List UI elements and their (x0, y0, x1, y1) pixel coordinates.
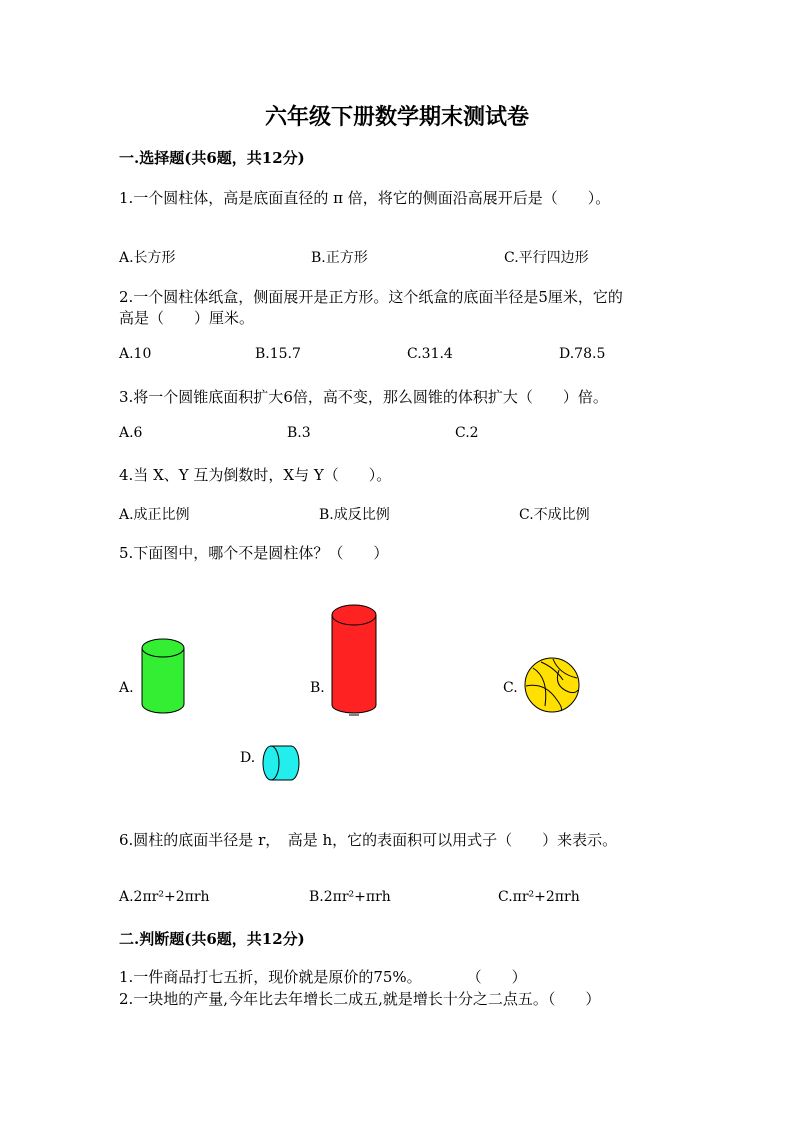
question-1: 1.一个圆柱体，高是底面直径的 π 倍，将它的侧面沿高展开后是（ ）。 (119, 189, 611, 207)
cyan-cylinder-figure (261, 744, 301, 782)
q2-option-a: A.10 (119, 346, 152, 362)
question-3: 3.将一个圆锥底面积扩大6倍，高不变，那么圆锥的体积扩大（ ）倍。 (119, 388, 608, 406)
q3-option-b: B.3 (287, 425, 311, 441)
q5-label-a: A. (119, 680, 134, 696)
green-cylinder-figure (140, 636, 186, 714)
q5-label-b: B. (310, 680, 325, 696)
q4-option-c: C.不成比例 (519, 507, 590, 523)
page-title: 六年级下册数学期末测试卷 (264, 104, 529, 130)
q1-option-a: A.长方形 (119, 250, 176, 266)
q4-option-a: A.成正比例 (119, 507, 190, 523)
q2-option-d: D.78.5 (559, 346, 606, 362)
q6-option-a: A.2πr²+2πrh (119, 889, 210, 905)
question-2-line2: 高是（ ）厘米。 (119, 309, 255, 327)
q3-option-c: C.2 (455, 425, 479, 441)
q2-option-c: C.31.4 (407, 346, 453, 362)
q6-option-c: C.πr²+2πrh (498, 889, 580, 905)
q5-label-c: C. (503, 680, 518, 696)
q6-option-b: B.2πr²+πrh (309, 889, 391, 905)
question-6: 6.圆柱的底面半径是 r， 高是 h，它的表面积可以用式子（ ）来表示。 (119, 831, 618, 849)
section2-heading: 二.判断题(共6题，共12分) (119, 930, 305, 948)
question-4: 4.当 X、Y 互为倒数时，X与 Y（ ）。 (119, 466, 392, 484)
q2-option-b: B.15.7 (255, 346, 301, 362)
judgement-item-2: 2.一块地的产量,今年比去年增长二成五,就是增长十分之二点五。（ ） (119, 990, 601, 1008)
q3-option-a: A.6 (119, 425, 143, 441)
q4-option-b: B.成反比例 (319, 507, 390, 523)
judgement-item-1: 1.一件商品打七五折，现价就是原价的75%。 （ ） (119, 968, 527, 986)
question-2-line1: 2.一个圆柱体纸盒，侧面展开是正方形。这个纸盒的底面半径是5厘米，它的 (119, 288, 623, 306)
question-5: 5.下面图中，哪个不是圆柱体？（ ） (119, 544, 389, 562)
section1-heading: 一.选择题(共6题，共12分) (119, 149, 305, 167)
yellow-ball-figure (523, 656, 581, 714)
red-cylinder-figure (330, 603, 378, 717)
q1-option-c: C.平行四边形 (504, 250, 589, 266)
q1-option-b: B.正方形 (311, 250, 368, 266)
q5-label-d: D. (240, 750, 256, 766)
